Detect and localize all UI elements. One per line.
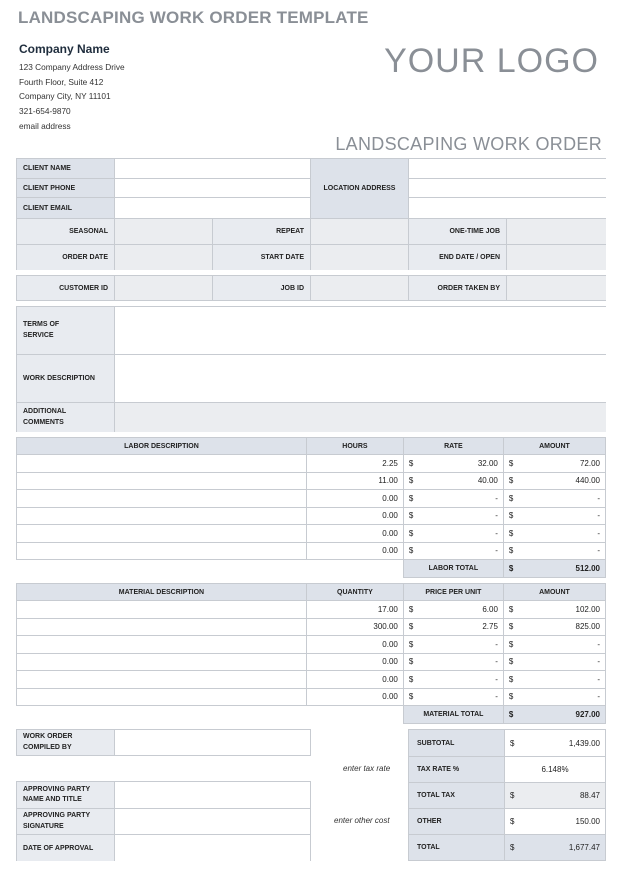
table-row [17,653,606,671]
location-address-line-1[interactable] [409,159,606,179]
hours-cell[interactable]: 11.00 [306,472,403,490]
labor-table [16,437,606,578]
company-phone: 321-654-9870 [19,106,71,116]
rate-cell[interactable]: - [418,490,503,508]
approval-section [16,781,311,861]
compiled-by-section [16,729,311,756]
total-label: TOTAL [409,835,505,861]
terms-of-service-field[interactable] [115,307,606,355]
material-description-cell[interactable] [17,601,307,619]
client-phone-field[interactable] [115,179,311,198]
material-total-label: MATERIAL TOTAL [403,706,503,724]
price-cell[interactable]: - [418,671,503,689]
work-description-field[interactable] [115,355,606,403]
order-taken-by-field[interactable] [507,276,606,300]
total-value: 1,677.47 [519,835,605,861]
price-cell[interactable]: - [418,653,503,671]
client-name-field[interactable] [115,159,311,179]
labor-description-cell[interactable] [17,542,307,560]
currency-symbol: $ [503,455,518,473]
currency-symbol: $ [403,636,418,654]
amount-cell: - [518,653,605,671]
currency-symbol: $ [403,618,418,636]
currency-symbol: $ [503,688,518,706]
hours-header: HOURS [306,438,403,455]
labor-description-cell[interactable] [17,490,307,508]
tax-rate-field[interactable]: 6.148% [505,757,606,783]
price-per-unit-header: PRICE PER UNIT [403,584,503,601]
client-phone-label: CLIENT PHONE [17,179,115,198]
seasonal-field[interactable] [115,219,213,245]
labor-description-cell[interactable] [17,507,307,525]
amount-cell: 825.00 [518,618,605,636]
hours-cell[interactable]: 0.00 [306,490,403,508]
company-email: email address [19,121,71,131]
material-description-cell[interactable] [17,636,307,654]
job-ids-section [16,275,606,301]
currency-symbol: $ [503,636,518,654]
approving-party-name-label: APPROVING PARTY NAME AND TITLE [17,782,115,809]
quantity-cell[interactable]: 300.00 [306,618,403,636]
compiled-by-label: WORK ORDER COMPILED BY [17,730,115,755]
material-total-row [17,706,606,724]
currency-symbol: $ [503,706,518,724]
amount-cell: 72.00 [518,455,605,473]
subtotal-label: SUBTOTAL [409,730,505,757]
end-date-label: END DATE / OPEN [409,245,507,270]
amount-cell: 102.00 [518,601,605,619]
other-cost-field[interactable]: 150.00 [519,809,605,835]
approving-party-name-field[interactable] [115,782,310,809]
price-cell[interactable]: 6.00 [418,601,503,619]
rate-header: RATE [403,438,503,455]
table-row [17,472,606,490]
rate-cell[interactable]: - [418,507,503,525]
table-row [17,542,606,560]
amount-cell: - [518,525,605,543]
seasonal-label: SEASONAL [17,219,115,245]
client-email-label: CLIENT EMAIL [17,198,115,218]
table-row [17,636,606,654]
company-name: Company Name [19,42,110,56]
price-cell[interactable]: - [418,688,503,706]
customer-id-field[interactable] [115,276,213,300]
table-row [17,671,606,689]
tax-rate-label: TAX RATE % [409,757,505,783]
approving-party-signature-field[interactable] [115,809,310,835]
total-tax-value: 88.47 [519,783,605,809]
work-description-label: WORK DESCRIPTION [17,355,115,403]
material-description-header: MATERIAL DESCRIPTION [17,584,307,601]
price-cell[interactable]: - [418,636,503,654]
labor-total-value: 512.00 [518,560,605,578]
currency-symbol: $ [403,490,418,508]
currency-symbol: $ [403,507,418,525]
location-address-line-2[interactable] [409,179,606,198]
client-name-label: CLIENT NAME [17,159,115,179]
currency-symbol: $ [503,653,518,671]
client-info-section [16,158,606,218]
job-id-label: JOB ID [213,276,311,300]
amount-cell: 440.00 [518,472,605,490]
currency-symbol: $ [403,688,418,706]
labor-total-row [17,560,606,578]
amount-cell: - [518,636,605,654]
currency-symbol: $ [505,835,520,861]
currency-symbol: $ [403,542,418,560]
job-schedule-section [16,218,606,270]
amount-header: AMOUNT [503,438,605,455]
currency-symbol: $ [503,472,518,490]
table-row [17,490,606,508]
location-address-label: LOCATION ADDRESS [311,159,409,218]
additional-comments-field[interactable] [115,403,606,432]
material-total-value: 927.00 [518,706,605,724]
one-time-job-field[interactable] [507,219,606,245]
quantity-header: QUANTITY [306,584,403,601]
rate-cell[interactable]: 40.00 [418,472,503,490]
quantity-cell[interactable]: 0.00 [306,636,403,654]
enter-tax-rate-note: enter tax rate [343,764,391,773]
currency-symbol: $ [403,455,418,473]
total-tax-label: TOTAL TAX [409,783,505,809]
company-address-2: Fourth Floor, Suite 412 [19,77,104,87]
order-date-field[interactable] [115,245,213,270]
amount-header: AMOUNT [503,584,605,601]
material-description-cell[interactable] [17,653,307,671]
start-date-field[interactable] [311,245,409,270]
summary-table [408,729,606,861]
material-table [16,583,606,724]
table-row [17,618,606,636]
additional-comments-label: ADDITIONAL COMMENTS [17,403,115,432]
rate-cell[interactable]: - [418,525,503,543]
table-row [17,601,606,619]
repeat-label: REPEAT [213,219,311,245]
currency-symbol: $ [505,809,520,835]
approving-party-signature-label: APPROVING PARTY SIGNATURE [17,809,115,835]
hours-cell[interactable]: 0.00 [306,525,403,543]
table-row [17,525,606,543]
terms-section [16,306,606,432]
currency-symbol: $ [503,507,518,525]
repeat-field[interactable] [311,219,409,245]
currency-symbol: $ [403,472,418,490]
currency-symbol: $ [403,653,418,671]
currency-symbol: $ [505,783,520,809]
currency-symbol: $ [403,671,418,689]
currency-symbol: $ [503,618,518,636]
logo-placeholder: YOUR LOGO [384,42,599,80]
table-row [17,507,606,525]
labor-description-cell[interactable] [17,525,307,543]
terms-of-service-label: TERMS OF SERVICE [17,307,115,355]
labor-description-header: LABOR DESCRIPTION [17,438,307,455]
document-title: LANDSCAPING WORK ORDER TEMPLATE [18,8,369,27]
currency-symbol: $ [503,525,518,543]
rate-cell[interactable]: - [418,542,503,560]
labor-description-cell[interactable] [17,455,307,473]
amount-cell: - [518,542,605,560]
amount-cell: - [518,490,605,508]
one-time-job-label: ONE-TIME JOB [409,219,507,245]
hours-cell[interactable]: 0.00 [306,507,403,525]
quantity-cell[interactable]: 0.00 [306,653,403,671]
hours-cell[interactable]: 0.00 [306,542,403,560]
material-description-cell[interactable] [17,671,307,689]
order-taken-by-label: ORDER TAKEN BY [409,276,507,300]
compiled-by-field[interactable] [115,730,310,755]
quantity-cell[interactable]: 17.00 [306,601,403,619]
material-description-cell[interactable] [17,618,307,636]
rate-cell[interactable]: 32.00 [418,455,503,473]
company-address-1: 123 Company Address Drive [19,62,125,72]
currency-symbol: $ [503,490,518,508]
currency-symbol: $ [503,671,518,689]
amount-cell: - [518,671,605,689]
quantity-cell[interactable]: 0.00 [306,671,403,689]
work-order-heading: LANDSCAPING WORK ORDER [335,134,602,154]
order-date-label: ORDER DATE [17,245,115,270]
currency-symbol: $ [505,730,520,757]
location-address-line-3[interactable] [409,198,606,218]
subtotal-value: 1,439.00 [519,730,605,757]
customer-id-label: CUSTOMER ID [17,276,115,300]
price-cell[interactable]: 2.75 [418,618,503,636]
date-of-approval-field[interactable] [115,835,310,861]
material-description-cell[interactable] [17,688,307,706]
currency-symbol: $ [503,542,518,560]
currency-symbol: $ [403,601,418,619]
hours-cell[interactable]: 2.25 [306,455,403,473]
table-row [17,688,606,706]
amount-cell: - [518,688,605,706]
date-of-approval-label: DATE OF APPROVAL [17,835,115,861]
other-label: OTHER [409,809,505,835]
currency-symbol: $ [403,525,418,543]
end-date-field[interactable] [507,245,606,270]
amount-cell: - [518,507,605,525]
labor-total-label: LABOR TOTAL [403,560,503,578]
currency-symbol: $ [503,560,518,578]
quantity-cell[interactable]: 0.00 [306,688,403,706]
labor-description-cell[interactable] [17,472,307,490]
currency-symbol: $ [503,601,518,619]
job-id-field[interactable] [311,276,409,300]
table-row [17,455,606,473]
company-city: Company City, NY 11101 [19,91,111,101]
start-date-label: START DATE [213,245,311,270]
enter-other-cost-note: enter other cost [334,816,390,825]
client-email-field[interactable] [115,198,311,218]
